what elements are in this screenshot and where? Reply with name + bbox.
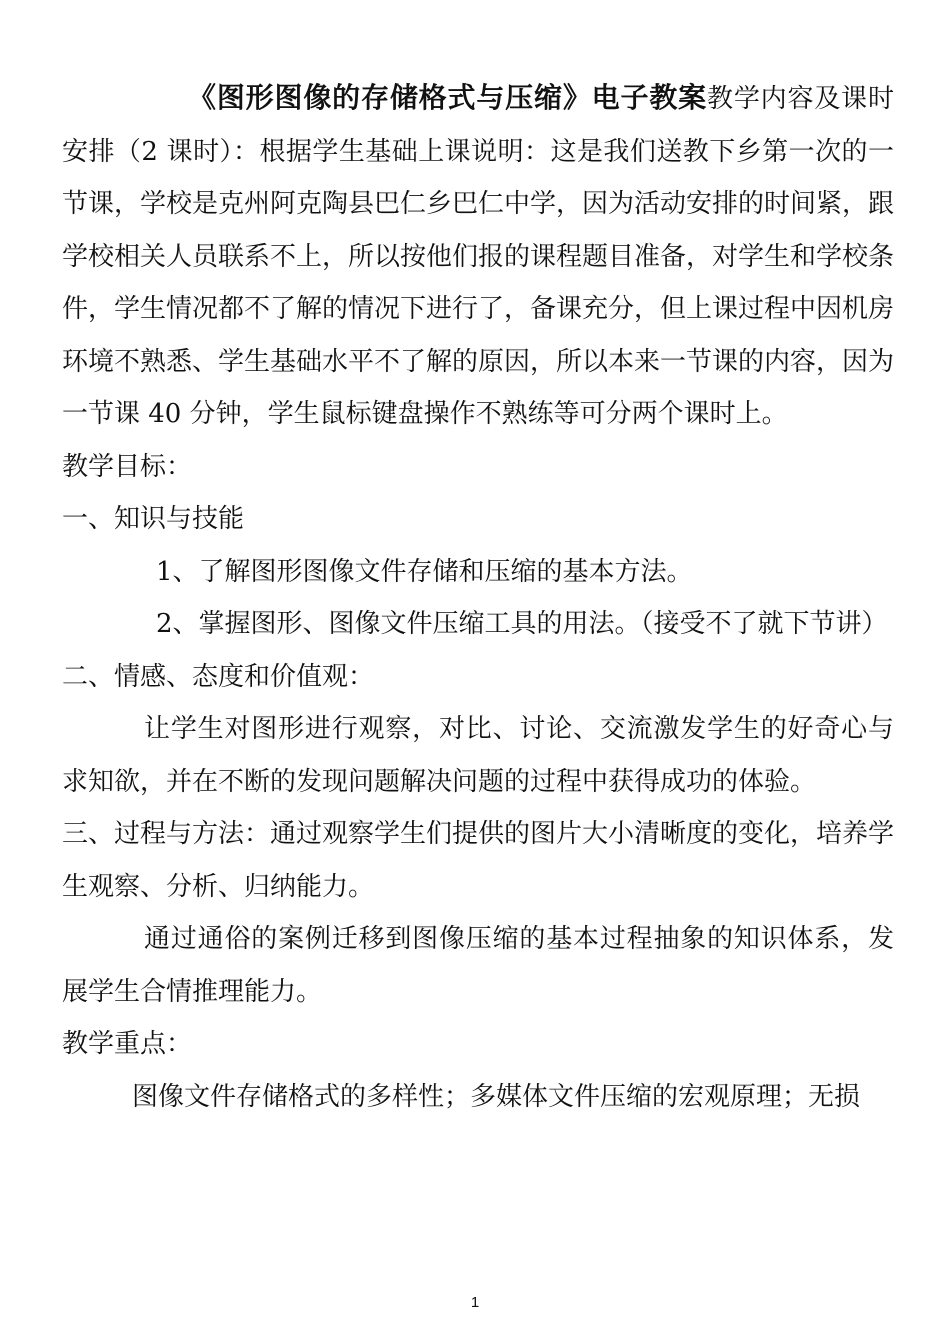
page-number: 1: [470, 1294, 480, 1311]
document-body: [62, 72, 894, 1123]
document-title: 《图形图像的存储格式与压缩》电子教案: [188, 81, 707, 114]
section3-text-2: 通过通俗的案例迁移到图像压缩的基本过程抽象的知识体系，发展学生合情推理能力。: [62, 924, 894, 1007]
section3-text: 三、过程与方法：通过观察学生们提供的图片大小清晰度的变化，培养学生观察、分析、归纳能力。: [62, 819, 895, 902]
section1-heading: 一、知识与技能: [62, 504, 245, 534]
title-paragraph: [62, 72, 894, 441]
intro-text: 教学内容及课时安排（2 课时）：根据学生基础上课说明：这是我们送教下乡第一次的一节课，学校是克州阿克陶县巴仁乡巴仁中学，因为活动安排的时间紧，跟学校相关人员联系不上，所以按他们报的课程题目准备，对学生和学校条件，学生情况都不了解的情况下进行了，备课充分，但上课过程中因机房环境不熟悉、学生基础水平不了解的原因，所以本来一节课的内容，因为一节课 40 分钟，学生鼠标键盘操作不熟练等可分两个课时上。: [62, 84, 895, 429]
section2-text: 让学生对图形进行观察，对比、讨论、交流激发学生的好奇心与求知欲，并在不断的发现问题解决问题的过程中获得成功的体验。: [62, 714, 894, 797]
goal-item-2: 2、掌握图形、图像文件压缩工具的用法。（接受不了就下节讲）: [156, 609, 888, 639]
goal-item-1: 1、了解图形图像文件存储和压缩的基本方法。: [156, 556, 693, 587]
goals-heading: 教学目标：: [62, 451, 193, 482]
key-points-heading: 教学重点：: [62, 1029, 193, 1059]
section2-heading: 二、情感、态度和价值观：: [62, 661, 375, 692]
key-points-text: 图像文件存储格式的多样性；多媒体文件压缩的宏观原理；无损: [132, 1081, 861, 1112]
